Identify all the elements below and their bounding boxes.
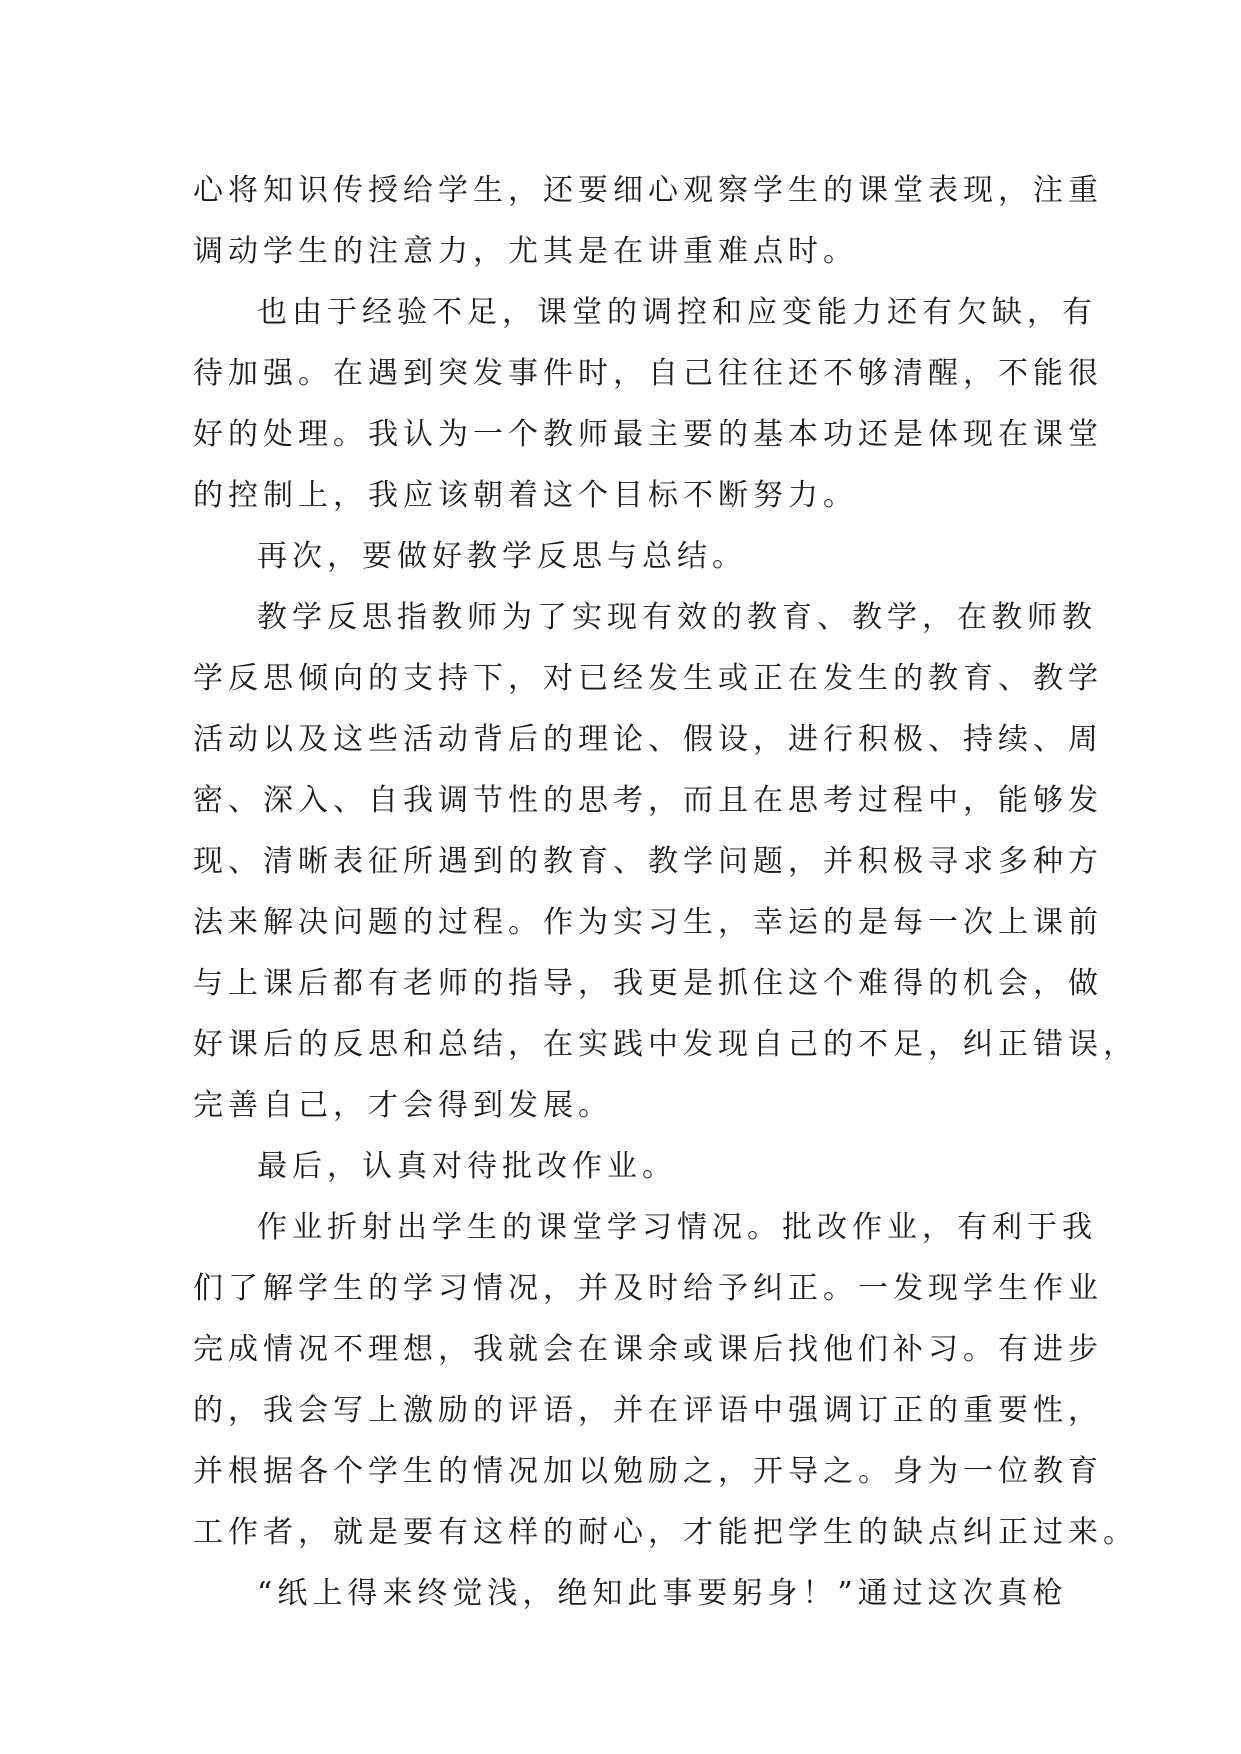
text-line: 工作者，就是要有这样的耐心，才能把学生的缺点纠正过来。 [193,1515,1138,1550]
text-line: 完成情况不理想，我就会在课余或课后找他们补习。有进步 [193,1332,1103,1367]
paragraph-first-line: 教学反思指教师为了实现有效的教育、教学，在教师教 [257,600,1097,635]
text-line: 好的处理。我认为一个教师最主要的基本功还是体现在课堂 [193,417,1103,452]
text-line: 完善自己，才会得到发展。 [193,1088,613,1123]
text-line: 学反思倾向的支持下，对已经发生或正在发生的教育、教学 [193,661,1103,696]
text-line: 活动以及这些活动背后的理论、假设，进行积极、持续、周 [193,722,1103,757]
text-line: 密、深入、自我调节性的思考，而且在思考过程中，能够发 [193,783,1103,818]
paragraph-first-line: “纸上得来终觉浅，绝知此事要躬身！”通过这次真枪 [257,1576,1068,1611]
text-line: 的控制上，我应该朝着这个目标不断努力。 [193,478,858,513]
paragraph-first-line: 作业折射出学生的课堂学习情况。批改作业，有利于我 [257,1210,1097,1245]
paragraph-first-line: 也由于经验不足，课堂的调控和应变能力还有欠缺，有 [257,295,1097,330]
text-line: 现、清晰表征所遇到的教育、教学问题，并积极寻求多种方 [193,844,1103,879]
text-line: 好课后的反思和总结，在实践中发现自己的不足，纠正错误， [193,1027,1138,1062]
text-line: 们了解学生的学习情况，并及时给予纠正。一发现学生作业 [193,1271,1103,1306]
text-line: 待加强。在遇到突发事件时，自己往往还不够清醒，不能很 [193,356,1103,391]
text-line: 并根据各个学生的情况加以勉励之，开导之。身为一位教育 [193,1454,1103,1489]
text-line: 与上课后都有老师的指导，我更是抓住这个难得的机会，做 [193,966,1103,1001]
text-line: 法来解决问题的过程。作为实习生，幸运的是每一次上课前 [193,905,1103,940]
paragraph-first-line: 再次，要做好教学反思与总结。 [257,539,747,574]
text-line: 心将知识传授给学生，还要细心观察学生的课堂表现，注重 [193,173,1103,208]
text-line: 调动学生的注意力，尤其是在讲重难点时。 [193,234,858,269]
paragraph-first-line: 最后，认真对待批改作业。 [257,1149,677,1184]
text-line: 的，我会写上激励的评语，并在评语中强调订正的重要性， [193,1393,1103,1428]
document-body [193,160,1138,1624]
